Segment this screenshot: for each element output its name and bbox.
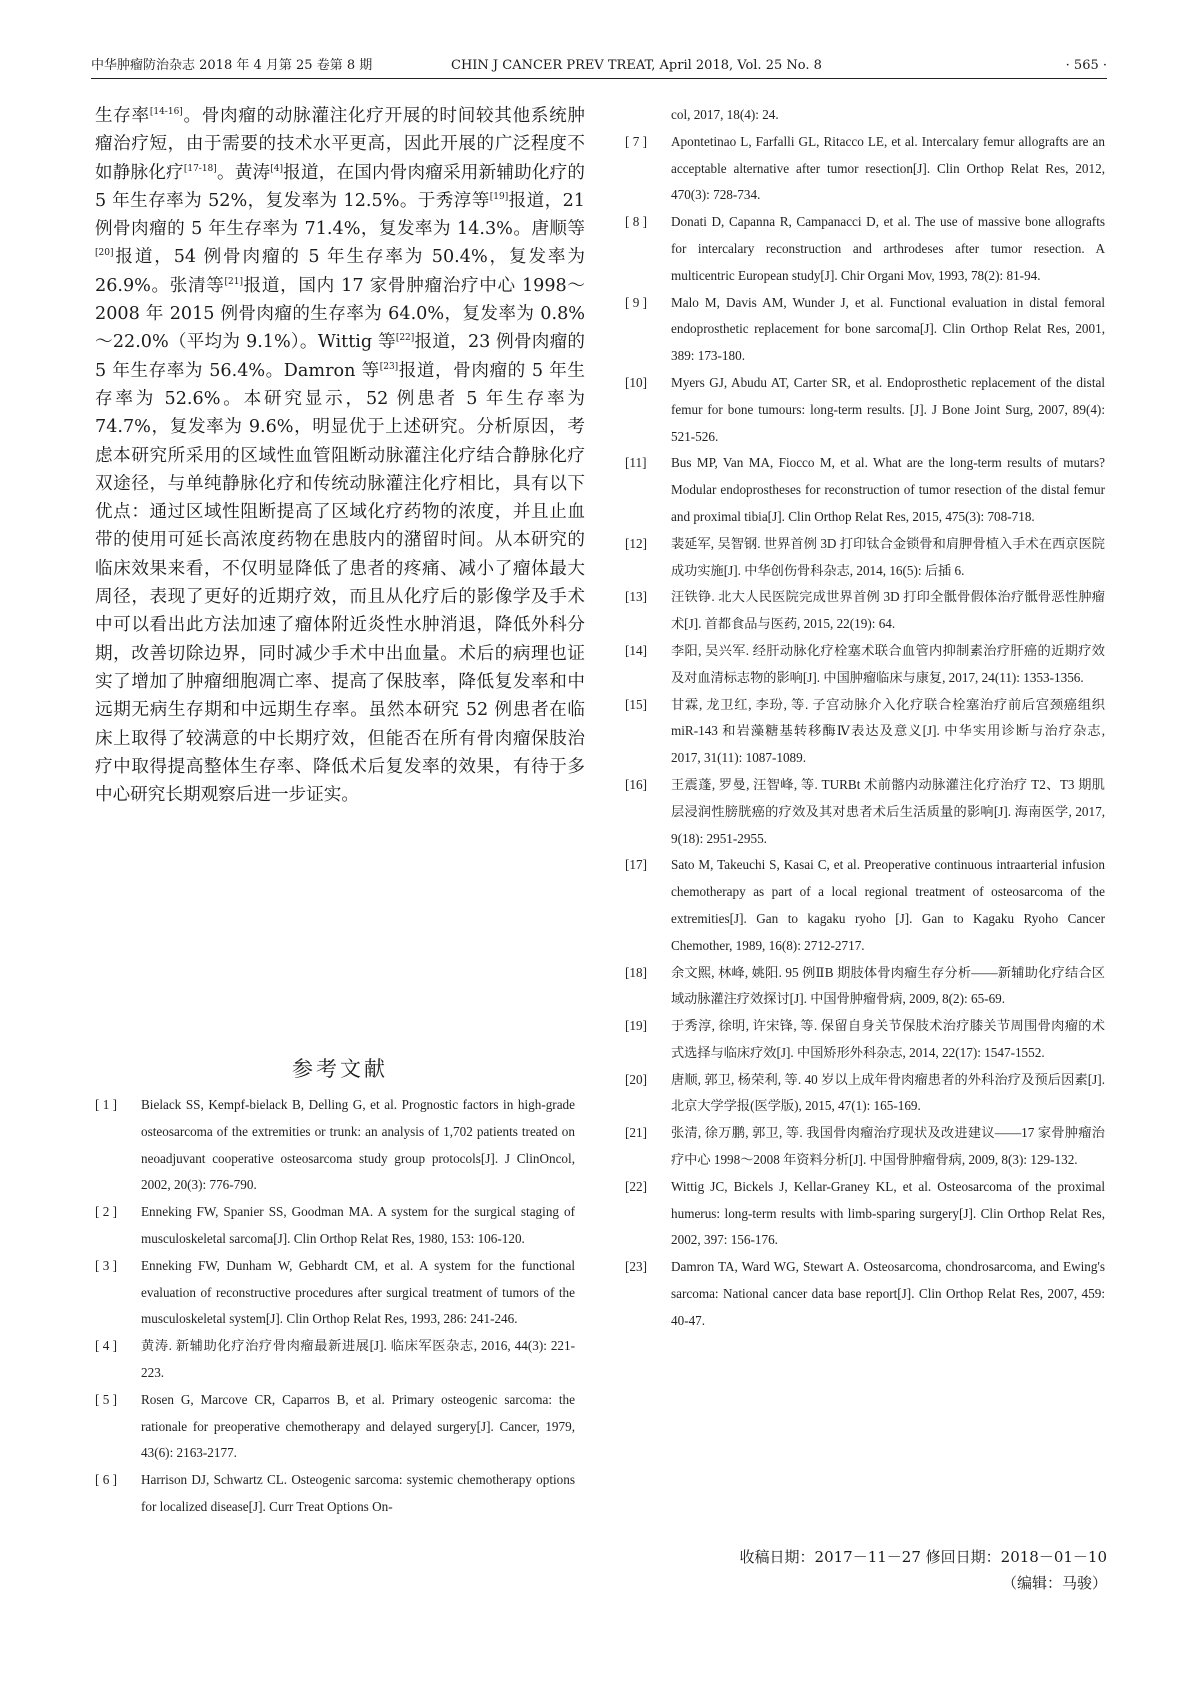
reference-number: [14] — [625, 642, 647, 658]
reference-text: Bielack SS, Kempf-bielack B, Delling G, et al. Prognostic factors in high-grade osteosarcoma of the extremities or trunk: an analysis of 1,702 patients treated on neoadjuvant cooperative osteosarcoma study group protocols[J]. J ClinOncol, 2002, 20(3): 776-790. — [141, 1097, 575, 1193]
reference-text: Harrison DJ, Schwartz CL. Osteogenic sarcoma: systemic chemotherapy options for localized disease[J]. Curr Treat Options On- — [141, 1472, 575, 1514]
running-header — [91, 56, 1107, 80]
reference-number: [13] — [625, 589, 647, 605]
reference-number: [17] — [625, 857, 647, 873]
journal-title-en: CHIN J CANCER PREV TREAT, April 2018, Vol. 25 No. 8 — [451, 58, 822, 73]
reference-number: [ 3 ] — [95, 1257, 117, 1273]
reference-text: 汪铁铮. 北大人民医院完成世界首例 3D 打印全骶骨假体治疗骶骨恶性肿瘤术[J]. 首都食品与医药, 2015, 22(19): 64. — [671, 589, 1105, 632]
reference-number: [ 2 ] — [95, 1204, 117, 1220]
citation-marker: [14-16] — [149, 107, 183, 117]
reference-item — [625, 209, 1105, 289]
reference-text: 黄涛. 新辅助化疗治疗骨肉瘤最新进展[J]. 临床军医杂志, 2016, 44(3): 221-223. — [141, 1338, 575, 1380]
reference-item — [625, 102, 1105, 129]
references-heading: 参考文献 — [292, 1057, 388, 1081]
reference-number: [15] — [625, 696, 647, 712]
reference-item — [95, 1387, 575, 1467]
header-rule — [91, 78, 1107, 79]
body-text-run: 。骨肉瘤的动脉灌注化疗开展的时间较其他系统肿瘤治疗短，由于需要的技术水平更高，因此开展的广泛程度不如静脉化疗 — [95, 106, 585, 183]
reference-text: Bus MP, Van MA, Fiocco M, et al. What are the long-term results of mutars? Modular endoprostheses for reconstruction of tumor resection of the distal femur and proximal tibia[J]. Clin Orthop Relat Res, 2015, 475(3): 708-718. — [671, 455, 1105, 524]
reference-number: [16] — [625, 776, 647, 792]
reference-item — [625, 1254, 1105, 1334]
reference-text: 唐顺, 郭卫, 杨荣利, 等. 40 岁以上成年骨肉瘤患者的外科治疗及预后因素[J]. 北京大学学报(医学版), 2015, 47(1): 165-169. — [671, 1071, 1105, 1114]
citation-marker: [21] — [224, 276, 244, 287]
body-text-run: 报道，国内 17 家骨肿瘤治疗中心 1998～2008 年 2015 例骨肉瘤的生存率为 64.0%，复发率为 0.8%～22.0%（平均为 9.1%）。Wittig 等 — [95, 275, 585, 353]
reference-number: [19] — [625, 1018, 647, 1034]
citation-marker: [4] — [270, 163, 284, 174]
reference-text: 余文熙, 林峰, 姚阳. 95 例ⅡB 期肢体骨肉瘤生存分析——新辅助化疗结合区域动脉灌注疗效探讨[J]. 中国骨肿瘤骨病, 2009, 8(2): 65-69. — [671, 964, 1105, 1007]
body-paragraph — [95, 102, 585, 809]
reference-number: [21] — [625, 1125, 647, 1141]
reference-text: 甘霖, 龙卫红, 李玢, 等. 子宫动脉介入化疗联合栓塞治疗前后宫颈癌组织 miR-143 和岩藻糖基转移酶Ⅳ表达及意义[J]. 中华实用诊断与治疗杂志, 2017, 31(11): 1087-1089. — [671, 696, 1105, 766]
reference-item — [95, 1333, 575, 1387]
reference-item — [625, 1067, 1105, 1121]
body-text-run: 。黄涛 — [216, 162, 271, 183]
journal-title-cn: 中华肿瘤防治杂志 2018 年 4 月第 25 卷第 8 期 — [91, 58, 373, 73]
reference-item — [625, 1174, 1105, 1254]
reference-text: Malo M, Davis AM, Wunder J, et al. Functional evaluation in distal femoral endoprosthetic replacement for bone sarcoma[J]. Clin Orthop Relat Res, 2001, 389: 173-180. — [671, 294, 1105, 364]
reference-number: [ 7 ] — [625, 133, 647, 149]
reference-number: [10] — [625, 374, 647, 390]
reference-text: Enneking FW, Dunham W, Gebhardt CM, et al. A system for the functional evaluation of reconstructive procedures after surgical treatment of tumors of the musculoskeletal system[J]. Clin Orthop Relat Res, 1993, 286: 241-246. — [141, 1257, 575, 1327]
body-text-run: 报道，54 例骨肉瘤的 5 年生存率为 50.4%，复发率为 26.9%。张清等 — [95, 247, 585, 296]
reference-list-left — [95, 1092, 575, 1521]
reference-item — [625, 692, 1105, 772]
body-text-run: 报道，在国内骨肉瘤采用新辅助化疗的 5 年生存率为 52%，复发率为 12.5%。于秀淳等 — [95, 162, 585, 211]
reference-item — [625, 638, 1105, 692]
reference-item — [625, 1013, 1105, 1067]
citation-marker: [20] — [95, 248, 114, 259]
reference-item — [625, 129, 1105, 209]
reference-number: [ 1 ] — [95, 1097, 117, 1112]
page-number: · 565 · — [1065, 58, 1107, 73]
reference-item — [625, 370, 1105, 450]
article-footer — [625, 1544, 1107, 1596]
reference-number: [ 4 ] — [95, 1338, 117, 1354]
received-revised-dates: 收稿日期：2017－11－27 修回日期：2018－01－10 — [739, 1548, 1107, 1566]
reference-number: [12] — [625, 535, 647, 551]
reference-text: 李阳, 吴兴军. 经肝动脉化疗栓塞术联合血管内抑制素治疗肝癌的近期疗效及对血清标志物的影响[J]. 中国肿瘤临床与康复, 2017, 24(11): 1353-1356. — [671, 642, 1105, 685]
body-text-run: 报道，骨肉瘤的 5 年生存率为 52.6%。本研究显示，52 例患者 5 年生存率为 74.7%，复发率为 9.6%，明显优于上述研究。分析原因，考虑本研究所采用的区域性血管阻断动脉灌注化疗结合静脉化疗双途径，与单纯静脉化疗和传统动脉灌注化疗相比，具有以下优点：通过区域性阻断提高了区域化疗药物的浓度，并且止血带的使用可延长高浓度药物在患肢内的潴留时间。从本研究的临床效果来看，不仅明显降低了患者的疼痛、减小了瘤体最大周径，表现了更好的近期疗效，而且从化疗后的影像学及手术中可以看出此方法加速了瘤体附近炎性水肿消退，降低外科分期，改善切除边界，同时减少手术中出血量。术后的病理也证实了增加了肿瘤细胞凋亡率、提高了保肢率，降低复发率和中远期无病生存期和中远期生存率。虽然本研究 52 例患者在临床上取得了较满意的中长期疗效，但能否在所有骨肉瘤保肢治疗中取得提高整体生存率、降低术后复发率的效果，有待于多中心研究长期观察后进一步证实。 — [95, 360, 585, 806]
reference-item — [625, 1120, 1105, 1174]
body-text-run: 报道，21 例骨肉瘤的 5 年生存率为 71.4%，复发率为 14.3%。唐顺等 — [95, 190, 585, 240]
reference-item — [625, 584, 1105, 638]
reference-number: [ 9 ] — [625, 294, 647, 310]
reference-item — [625, 531, 1105, 585]
reference-text: Sato M, Takeuchi S, Kasai C, et al. Preoperative continuous intraarterial infusion chemotherapy as part of a local regional treatment of osteosarcoma of the extremities[J]. Gan to kagaku ryoho [J]. Gan to Kagaku Ryoho Cancer Chemother, 1989, 16(8): 2712-2717. — [671, 857, 1105, 953]
reference-text: Enneking FW, Spanier SS, Goodman MA. A system for the surgical staging of musculoskeletal sarcoma[J]. Clin Orthop Relat Res, 1980, 153: 106-120. — [141, 1204, 575, 1246]
citation-marker: [22] — [395, 333, 415, 344]
discussion-paragraph — [95, 102, 585, 809]
reference-number: [22] — [625, 1178, 647, 1194]
reference-item — [625, 450, 1105, 530]
reference-text: 王震蓬, 罗曼, 汪智峰, 等. TURBt 术前髂内动脉灌注化疗治疗 T2、T3 期肌层浸润性膀胱癌的疗效及其对患者术后生活质量的影响[J]. 海南医学, 2017, 9(18): 2951-2955. — [671, 776, 1105, 846]
reference-item — [95, 1199, 575, 1253]
reference-item — [625, 290, 1105, 370]
reference-item — [95, 1253, 575, 1333]
reference-number: [11] — [625, 455, 647, 471]
reference-number: [ 5 ] — [95, 1391, 117, 1407]
reference-text: Myers GJ, Abudu AT, Carter SR, et al. Endoprosthetic replacement of the distal femur for bone tumours: long-term results. [J]. J Bone Joint Surg, 2007, 89(4): 521-526. — [671, 374, 1105, 444]
reference-item — [625, 960, 1105, 1014]
reference-text: Damron TA, Ward WG, Stewart A. Osteosarcoma, chondrosarcoma, and Ewing's sarcoma: National cancer data base report[J]. Clin Orthop Relat Res, 2007, 459: 40-47. — [671, 1259, 1105, 1328]
reference-text: col, 2017, 18(4): 24. — [671, 107, 779, 122]
reference-item — [625, 772, 1105, 852]
reference-text: 张清, 徐万鹏, 郭卫, 等. 我国骨肉瘤治疗现状及改进建议——17 家骨肿瘤治疗中心 1998～2008 年资料分析[J]. 中国骨肿瘤骨病, 2009, 8(3): 129-132. — [671, 1125, 1105, 1168]
reference-text: Wittig JC, Bickels J, Kellar-Graney KL, et al. Osteosarcoma of the proximal humerus: long-term results with limb-sparing surgery[J]. Clin Orthop Relat Res, 2002, 397: 156-176. — [671, 1178, 1105, 1248]
reference-number: [23] — [625, 1259, 647, 1275]
reference-text: 于秀淳, 徐明, 许宋锋, 等. 保留自身关节保肢术治疗膝关节周围骨肉瘤的术式选择与临床疗效[J]. 中国矫形外科杂志, 2014, 22(17): 1547-1552. — [671, 1018, 1105, 1060]
reference-item — [625, 852, 1105, 959]
reference-list-right — [625, 102, 1105, 1335]
reference-number: [20] — [625, 1071, 647, 1087]
reference-number: [ 6 ] — [95, 1472, 117, 1488]
reference-text: 裴延军, 吴智钢. 世界首例 3D 打印钛合金锁骨和肩胛骨植入手术在西京医院成功实施[J]. 中华创伤骨科杂志, 2014, 16(5): 后插 6. — [671, 535, 1105, 578]
reference-item — [95, 1092, 575, 1199]
body-text-run: 报道，23 例骨肉瘤的 5 年生存率为 56.4%。Damron 等 — [95, 332, 586, 381]
editor-credit: （编辑：马骏） — [1001, 1574, 1107, 1592]
reference-item — [95, 1467, 575, 1521]
citation-marker: [19] — [489, 191, 509, 202]
reference-text: Rosen G, Marcove CR, Caparros B, et al. Primary osteogenic sarcoma: the rationale for preoperative chemotherapy and delayed surgery[J]. Cancer, 1979, 43(6): 2163-2177. — [141, 1391, 575, 1461]
citation-marker: [23] — [379, 361, 399, 372]
reference-number: [ 8 ] — [625, 214, 647, 230]
reference-text: Apontetinao L, Farfalli GL, Ritacco LE, et al. Intercalary femur allografts are an acceptable alternative after tumor resection[J]. Clin Orthop Relat Res, 2012, 470(3): 728-734. — [671, 133, 1105, 203]
body-text-run: 生存率 — [95, 106, 150, 126]
citation-marker: [17-18] — [183, 163, 217, 174]
reference-text: Donati D, Capanna R, Campanacci D, et al. The use of massive bone allografts for intercalary reconstruction and arthrodeses after tumor resection. A multicentric European study[J]. Chir Organi Mov, 1993, 78(2): 81-94. — [671, 214, 1105, 283]
reference-number: [18] — [625, 964, 647, 980]
